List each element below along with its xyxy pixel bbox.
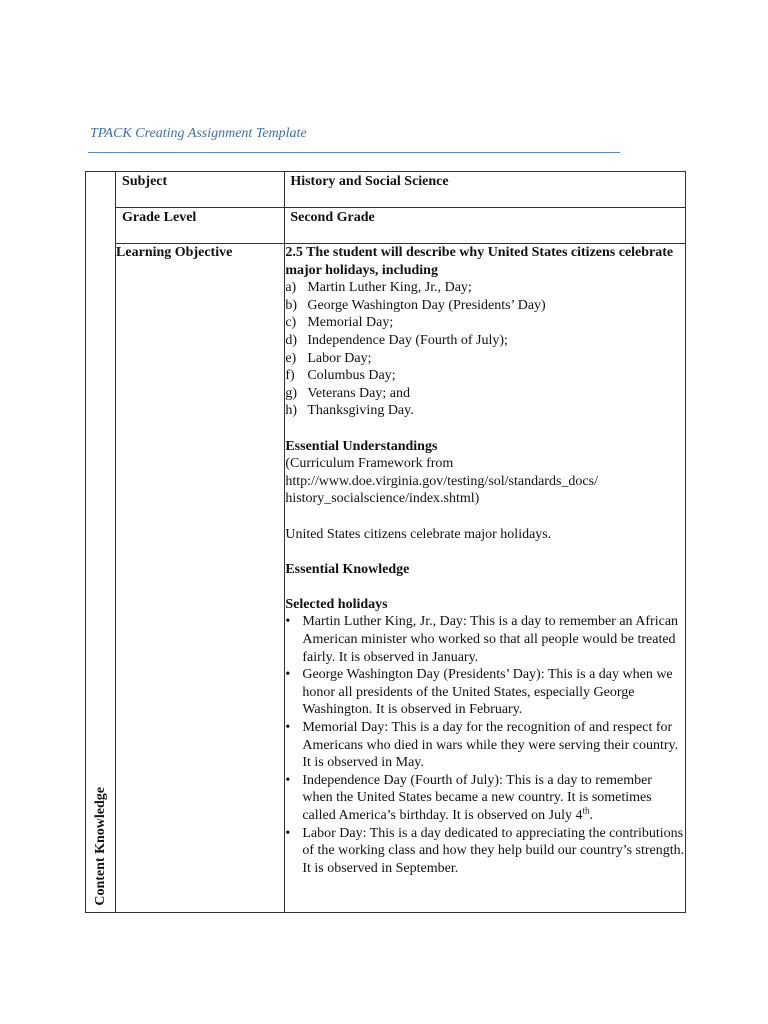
list-marker: b)	[285, 297, 297, 313]
list-marker: g)	[285, 385, 297, 401]
essential-understandings-heading: Essential Understandings	[285, 438, 438, 454]
list-item-text: Martin Luther King, Jr., Day: This is a day to remember an African American minister who worked so that all people would be treated fairly. It is observed in January.	[302, 614, 679, 665]
list-item	[285, 279, 685, 297]
essential-understandings-text: United States citizens celebrate major holidays.	[285, 526, 552, 542]
holiday-bullet-list	[285, 613, 685, 877]
list-marker: f)	[285, 368, 295, 384]
list-marker: e)	[285, 350, 297, 366]
subject-label: Subject	[116, 172, 285, 208]
list-item-text	[302, 772, 685, 825]
list-item	[285, 367, 685, 385]
bullet-icon: •	[285, 720, 291, 736]
objective-label: Learning Objective	[116, 244, 285, 913]
list-item-text: Veterans Day; and	[307, 385, 410, 401]
bullet-icon: •	[285, 825, 291, 841]
list-item-text: Memorial Day: This is a day for the recognition of and respect for Americans who died in wars while they were serving their country. It is observed in May.	[302, 720, 679, 771]
objective-heading: 2.5 The student will describe why United States citizens celebrate major holidays, including	[285, 245, 674, 278]
list-item	[285, 332, 685, 350]
list-item	[285, 772, 685, 825]
list-marker: c)	[285, 315, 297, 331]
list-item-text: Labor Day;	[307, 350, 372, 366]
holiday-letter-list	[285, 279, 685, 420]
objective-content	[285, 244, 686, 913]
list-item	[285, 385, 685, 403]
list-item	[285, 402, 685, 420]
list-item-text: Columbus Day;	[307, 368, 396, 384]
bullet-icon: •	[285, 667, 291, 683]
selected-holidays-heading: Selected holidays	[285, 596, 388, 612]
list-item	[285, 613, 685, 666]
list-item-text: George Washington Day (Presidents’ Day): This is a day when we honor all presidents of the United States, especially George Washington. It is observed in February.	[302, 667, 673, 718]
essential-knowledge-heading: Essential Knowledge	[285, 561, 410, 577]
ordinal-suffix: th	[582, 805, 590, 816]
list-item-text: Independence Day (Fourth of July);	[307, 332, 508, 348]
list-item-text: Martin Luther King, Jr., Day;	[307, 280, 472, 296]
document-title: TPACK Creating Assignment Template	[90, 126, 307, 141]
bullet-icon: •	[285, 614, 291, 630]
grade-row	[86, 208, 686, 244]
title-underline	[88, 152, 620, 153]
section-label: Content Knowledge	[92, 787, 108, 906]
subject-value: History and Social Science	[285, 172, 686, 208]
list-item-text: Labor Day: This is a day dedicated to appreciating the contributions of the working class and how they help build our country’s strength. It is observed in September.	[302, 825, 685, 876]
section-label-cell	[86, 172, 116, 913]
list-item-text-tail: .	[589, 808, 594, 823]
grade-label: Grade Level	[116, 208, 285, 244]
list-item	[285, 666, 685, 719]
list-item-text: George Washington Day (Presidents’ Day)	[307, 297, 546, 313]
list-marker: a)	[285, 280, 297, 296]
list-item-text: Thanksgiving Day.	[307, 403, 414, 419]
objective-row	[86, 244, 686, 913]
list-item-text-main: Independence Day (Fourth of July): This is a day to remember when the United States became a new country. It is sometimes called America’s birthday. It is observed on July 4	[302, 772, 652, 823]
list-marker: h)	[285, 403, 297, 419]
list-item	[285, 350, 685, 368]
curriculum-source: (Curriculum Framework from http://www.doe.virginia.gov/testing/sol/standards_docs/ history_socialscience/index.shtml)	[285, 456, 598, 507]
list-item-text: Memorial Day;	[307, 315, 394, 331]
list-item	[285, 719, 685, 772]
bullet-icon: •	[285, 772, 291, 788]
assignment-table	[85, 171, 686, 913]
grade-value: Second Grade	[285, 208, 686, 244]
list-item	[285, 825, 685, 878]
subject-row	[86, 172, 686, 208]
list-marker: d)	[285, 332, 297, 348]
list-item	[285, 314, 685, 332]
list-item	[285, 297, 685, 315]
